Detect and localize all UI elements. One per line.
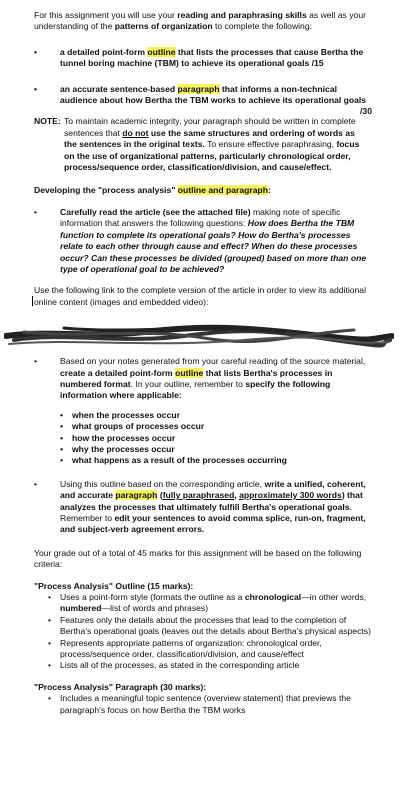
bullet-icon: • bbox=[34, 206, 38, 217]
bullet-icon: • bbox=[48, 693, 52, 704]
outline-info-list bbox=[34, 410, 372, 467]
bullet-icon: • bbox=[48, 592, 52, 603]
link-instruction: Use the following link to the complete version of the article in order to view its additional online content (images and embedded video): bbox=[34, 285, 366, 307]
task-paragraph-mark: /30 bbox=[360, 106, 372, 117]
intro-paragraph: For this assignment you will use your reading and paraphrasing skills as well as your understanding of the patterns of organization to complete the following: bbox=[34, 10, 366, 32]
bullet-icon: • bbox=[60, 443, 64, 454]
outline-criteria-title: "Process Analysis" Outline (15 marks): bbox=[34, 580, 194, 591]
outline-criteria-list bbox=[34, 592, 372, 672]
list-item: • Includes a meaningful topic sentence (overview statement) that previews the paragraph's focus on how Bertha the TBM works bbox=[48, 693, 351, 715]
bullet-icon: • bbox=[34, 46, 38, 57]
grade-intro: Your grade out of a total of 45 marks for this assignment will be based on the following criteria: bbox=[34, 547, 362, 570]
task-paragraph: • an accurate sentence-based paragraph that informs a non-technical audience about how Bertha the TBM works to achieve its operational goals /30 bbox=[34, 83, 372, 117]
bullet-icon: • bbox=[60, 409, 64, 420]
note-block bbox=[34, 116, 360, 173]
step-read-article: • Carefully read the article (see the attached file) making note of specific information that answers the following questions: How does Bertha the TBM function to complete its operational goals? How do Bertha's processes relate to each other through cause and effect? When do these processes occur? Can these processes be divided (grouped) based on more than one type of operational goal to be achieved? bbox=[34, 206, 367, 274]
list-item: • Features only the details about the processes that lead to the completion of Bertha's operational goals (leaves out the details about Bertha's physical aspects) bbox=[48, 614, 371, 637]
list-item: • how the processes occur bbox=[60, 432, 176, 443]
list-item: • what happens as a result of the processes occurring bbox=[60, 455, 287, 466]
bullet-icon: • bbox=[48, 637, 52, 648]
bullet-icon: • bbox=[34, 478, 38, 489]
section-heading: Developing the "process analysis" outline and paragraph: bbox=[34, 185, 271, 196]
bullet-icon: • bbox=[48, 660, 52, 671]
bullet-icon: • bbox=[34, 356, 38, 367]
bullet-icon: • bbox=[60, 421, 64, 432]
redaction-scribble bbox=[4, 310, 394, 352]
list-item: • when the processes occur bbox=[60, 409, 180, 420]
bullet-icon: • bbox=[60, 432, 64, 443]
list-item: • Represents appropriate patterns of organization: chronological order, process/sequence order, classification/division, and cause/effect bbox=[48, 637, 322, 660]
list-item: • Lists all of the processes, as stated in the corresponding article bbox=[48, 660, 300, 671]
paragraph-criteria-title: "Process Analysis" Paragraph (30 marks): bbox=[34, 681, 207, 692]
bullet-icon: • bbox=[48, 614, 52, 625]
note-text: To maintain academic integrity, your paragraph should be written in complete sentences that do not use the same structures and ordering of words as the sentences in the original texts. To ensure effective paraphrasing, focus on the use of organizational patterns, particularly chronological order, process/sequence order, classification/division, and cause/effect. bbox=[64, 116, 360, 173]
step-create-outline: • Based on your notes generated from your careful reading of the source material, create a detailed point-form outline that lists Bertha's processes in numbered format. In your outline, remember to specify the following information where applicable: bbox=[34, 356, 366, 401]
task-outline: • a detailed point-form outline that lists the processes that cause Bertha the tunnel boring machine (TBM) to achieve its operational goals /15 bbox=[34, 46, 364, 69]
paragraph-criteria-list bbox=[34, 693, 372, 716]
scribble-icon bbox=[4, 310, 394, 352]
bullet-icon: • bbox=[34, 83, 38, 94]
list-item: • why the processes occur bbox=[60, 443, 175, 454]
note-label: NOTE: bbox=[34, 116, 61, 127]
list-item: • what groups of processes occur bbox=[60, 421, 205, 432]
list-item: • Uses a point-form style (formats the outline as a chronological—in other words, numbered—list of words and phrases) bbox=[48, 592, 367, 614]
bullet-icon: • bbox=[60, 455, 64, 466]
text-cursor bbox=[32, 296, 33, 306]
step-write-paragraph: • Using this outline based on the corresponding article, write a unified, coherent, and accurate paragraph (fully paraphrased, approximately 300 words) that analyzes the processes that ultimately fulfill Bertha's operational goals. Remember to edit your sentences to avoid comma splice, run-on, fragment, and subject-verb agreement errors. bbox=[34, 478, 366, 535]
